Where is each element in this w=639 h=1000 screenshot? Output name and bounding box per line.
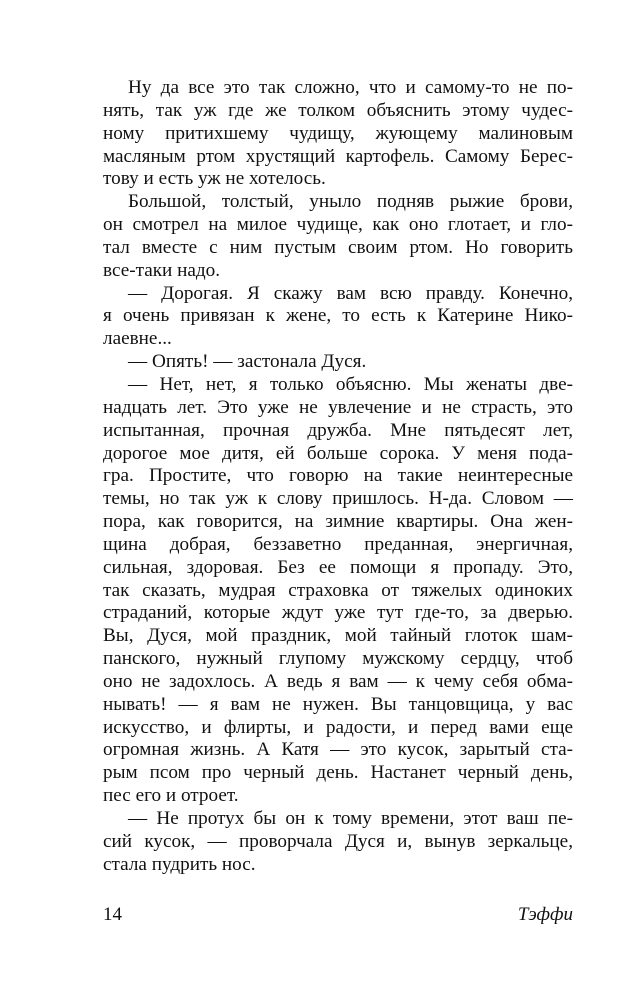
text-line: — Нет, нет, я только объясню. Мы женаты две- [128,373,573,395]
text-line: Большой, толстый, уныло подняв рыжие брови, [128,191,573,213]
text-line: — Дорогая. Я скажу вам всю правду. Конечно, [128,282,573,304]
text-line: ному притихшему чудищу, жующему малиновым [103,122,573,144]
running-title: Тэффи [517,904,573,925]
text-line: гра. Простите, что говорю на такие неинтересные [103,465,573,487]
text-line: нять, так уж где же толком объяснить этому чудес- [103,99,573,121]
text-line: я очень привязан к жене, то есть к Катерине Нико- [103,305,573,327]
text-line: темы, но так уж к слову пришлось. Н-да. Словом — [103,488,573,510]
text-line: масляным ртом хрустящий картофель. Самому Берес- [103,145,573,167]
text-line: испытанная, прочная дружба. Мне пятьдесят лет, [103,419,573,441]
text-line: он смотрел на милое чудище, как оно глотает, и гло- [103,214,573,236]
text-line: искусство, и флирты, и радости, и перед вами еще [103,716,573,738]
text-line: рым псом про черный день. Настанет черный день, [103,762,573,784]
text-line: тову и есть уж не хотелось. [103,168,326,190]
text-line: сий кусок, — проворчала Дуся и, вынув зеркальце, [103,830,573,852]
text-line: — Не протух бы он к тому времени, этот ваш пе- [128,808,573,829]
text-line: Вы, Дуся, мой праздник, мой тайный глоток шам- [103,625,573,647]
text-line: надцать лет. Это уже не увлечение и не страсть, это [103,396,573,418]
text-line: стала пудрить нос. [103,853,256,875]
body-text [103,77,573,877]
text-line: — Опять! — застонала Дуся. [128,351,367,373]
text-line: дорогое мое дитя, ей больше сорока. У меня пода- [103,442,573,464]
text-line: панского, нужный глупому мужскому сердцу, чтоб [103,648,573,670]
text-line: сильная, здоровая. Без ее помощи я пропаду. Это, [103,556,573,578]
text-line: нывать! — я вам не нужен. Вы танцовщица, у вас [103,693,573,715]
text-line: все-таки надо. [103,259,221,281]
text-line: Ну да все это так сложно, что и самому-то не по- [128,77,573,98]
page-footer [103,903,573,927]
text-line: огромная жизнь. А Катя — это кусок, зарытый ста- [103,739,573,761]
page-number: 14 [103,904,122,925]
text-line: так сказать, мудрая страховка от тяжелых одиноких [103,579,573,601]
text-line: лаевне... [103,328,172,350]
text-line: пора, как говорится, на зимние квартиры. Она жен- [103,511,573,533]
text-line: щина добрая, беззаветно преданная, энергичная, [103,533,573,555]
text-line: тал вместе с ним пустым своим ртом. Но говорить [103,236,573,258]
text-line: пес его и отроет. [103,785,239,807]
text-line: оно не задохлось. А ведь я вам — к чему себя обма- [103,670,573,692]
text-line: страданий, которые ждут уже тут где-то, за дверью. [103,602,573,624]
